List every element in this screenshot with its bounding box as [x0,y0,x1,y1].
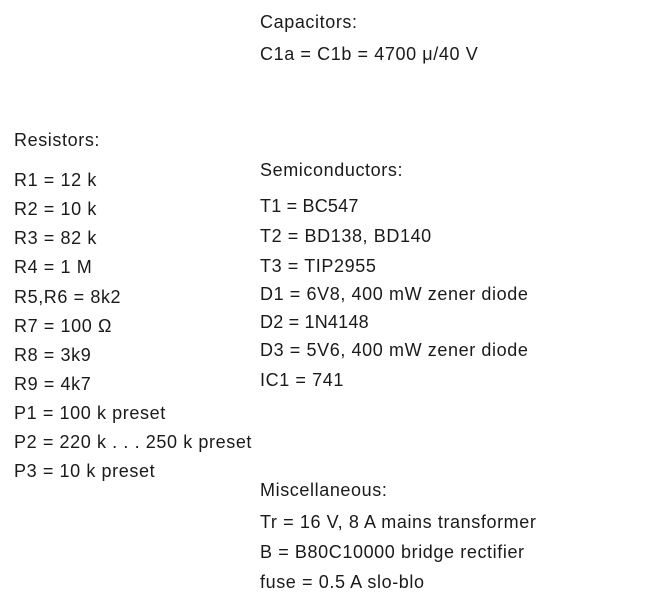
semiconductor-item: D3 = 5V6, 400 mW zener diode [260,340,529,360]
resistors-heading: Resistors: [14,130,101,150]
resistor-item: R3 = 82 k [14,228,97,248]
resistor-item: P2 = 220 k . . . 250 k preset [14,432,253,452]
capacitor-item: C1a = C1b = 4700 μ/40 V [260,44,479,64]
semiconductor-item: IC1 = 741 [260,370,344,390]
semiconductor-item: T1 = BC547 [260,196,359,216]
semiconductor-item: T2 = BD138, BD140 [260,226,432,246]
semiconductor-item: D2 = 1N4148 [260,312,369,332]
resistor-item: R7 = 100 Ω [14,316,113,336]
resistor-item: P3 = 10 k preset [14,461,156,481]
resistor-item: R5,R6 = 8k2 [14,287,122,307]
resistor-item: R2 = 10 k [14,199,97,219]
resistor-item: R1 = 12 k [14,170,97,190]
miscellaneous-item: Tr = 16 V, 8 A mains transformer [260,512,537,532]
miscellaneous-item: fuse = 0.5 A slo-blo [260,572,425,592]
resistor-item: P1 = 100 k preset [14,403,166,423]
semiconductor-item: T3 = TIP2955 [260,256,377,276]
miscellaneous-item: B = B80C10000 bridge rectifier [260,542,525,562]
capacitors-heading: Capacitors: [260,12,358,32]
semiconductor-item: D1 = 6V8, 400 mW zener diode [260,284,529,304]
miscellaneous-heading: Miscellaneous: [260,480,388,500]
resistor-item: R4 = 1 M [14,257,93,277]
resistor-item: R8 = 3k9 [14,345,92,365]
semiconductors-heading: Semiconductors: [260,160,404,180]
resistor-item: R9 = 4k7 [14,374,92,394]
